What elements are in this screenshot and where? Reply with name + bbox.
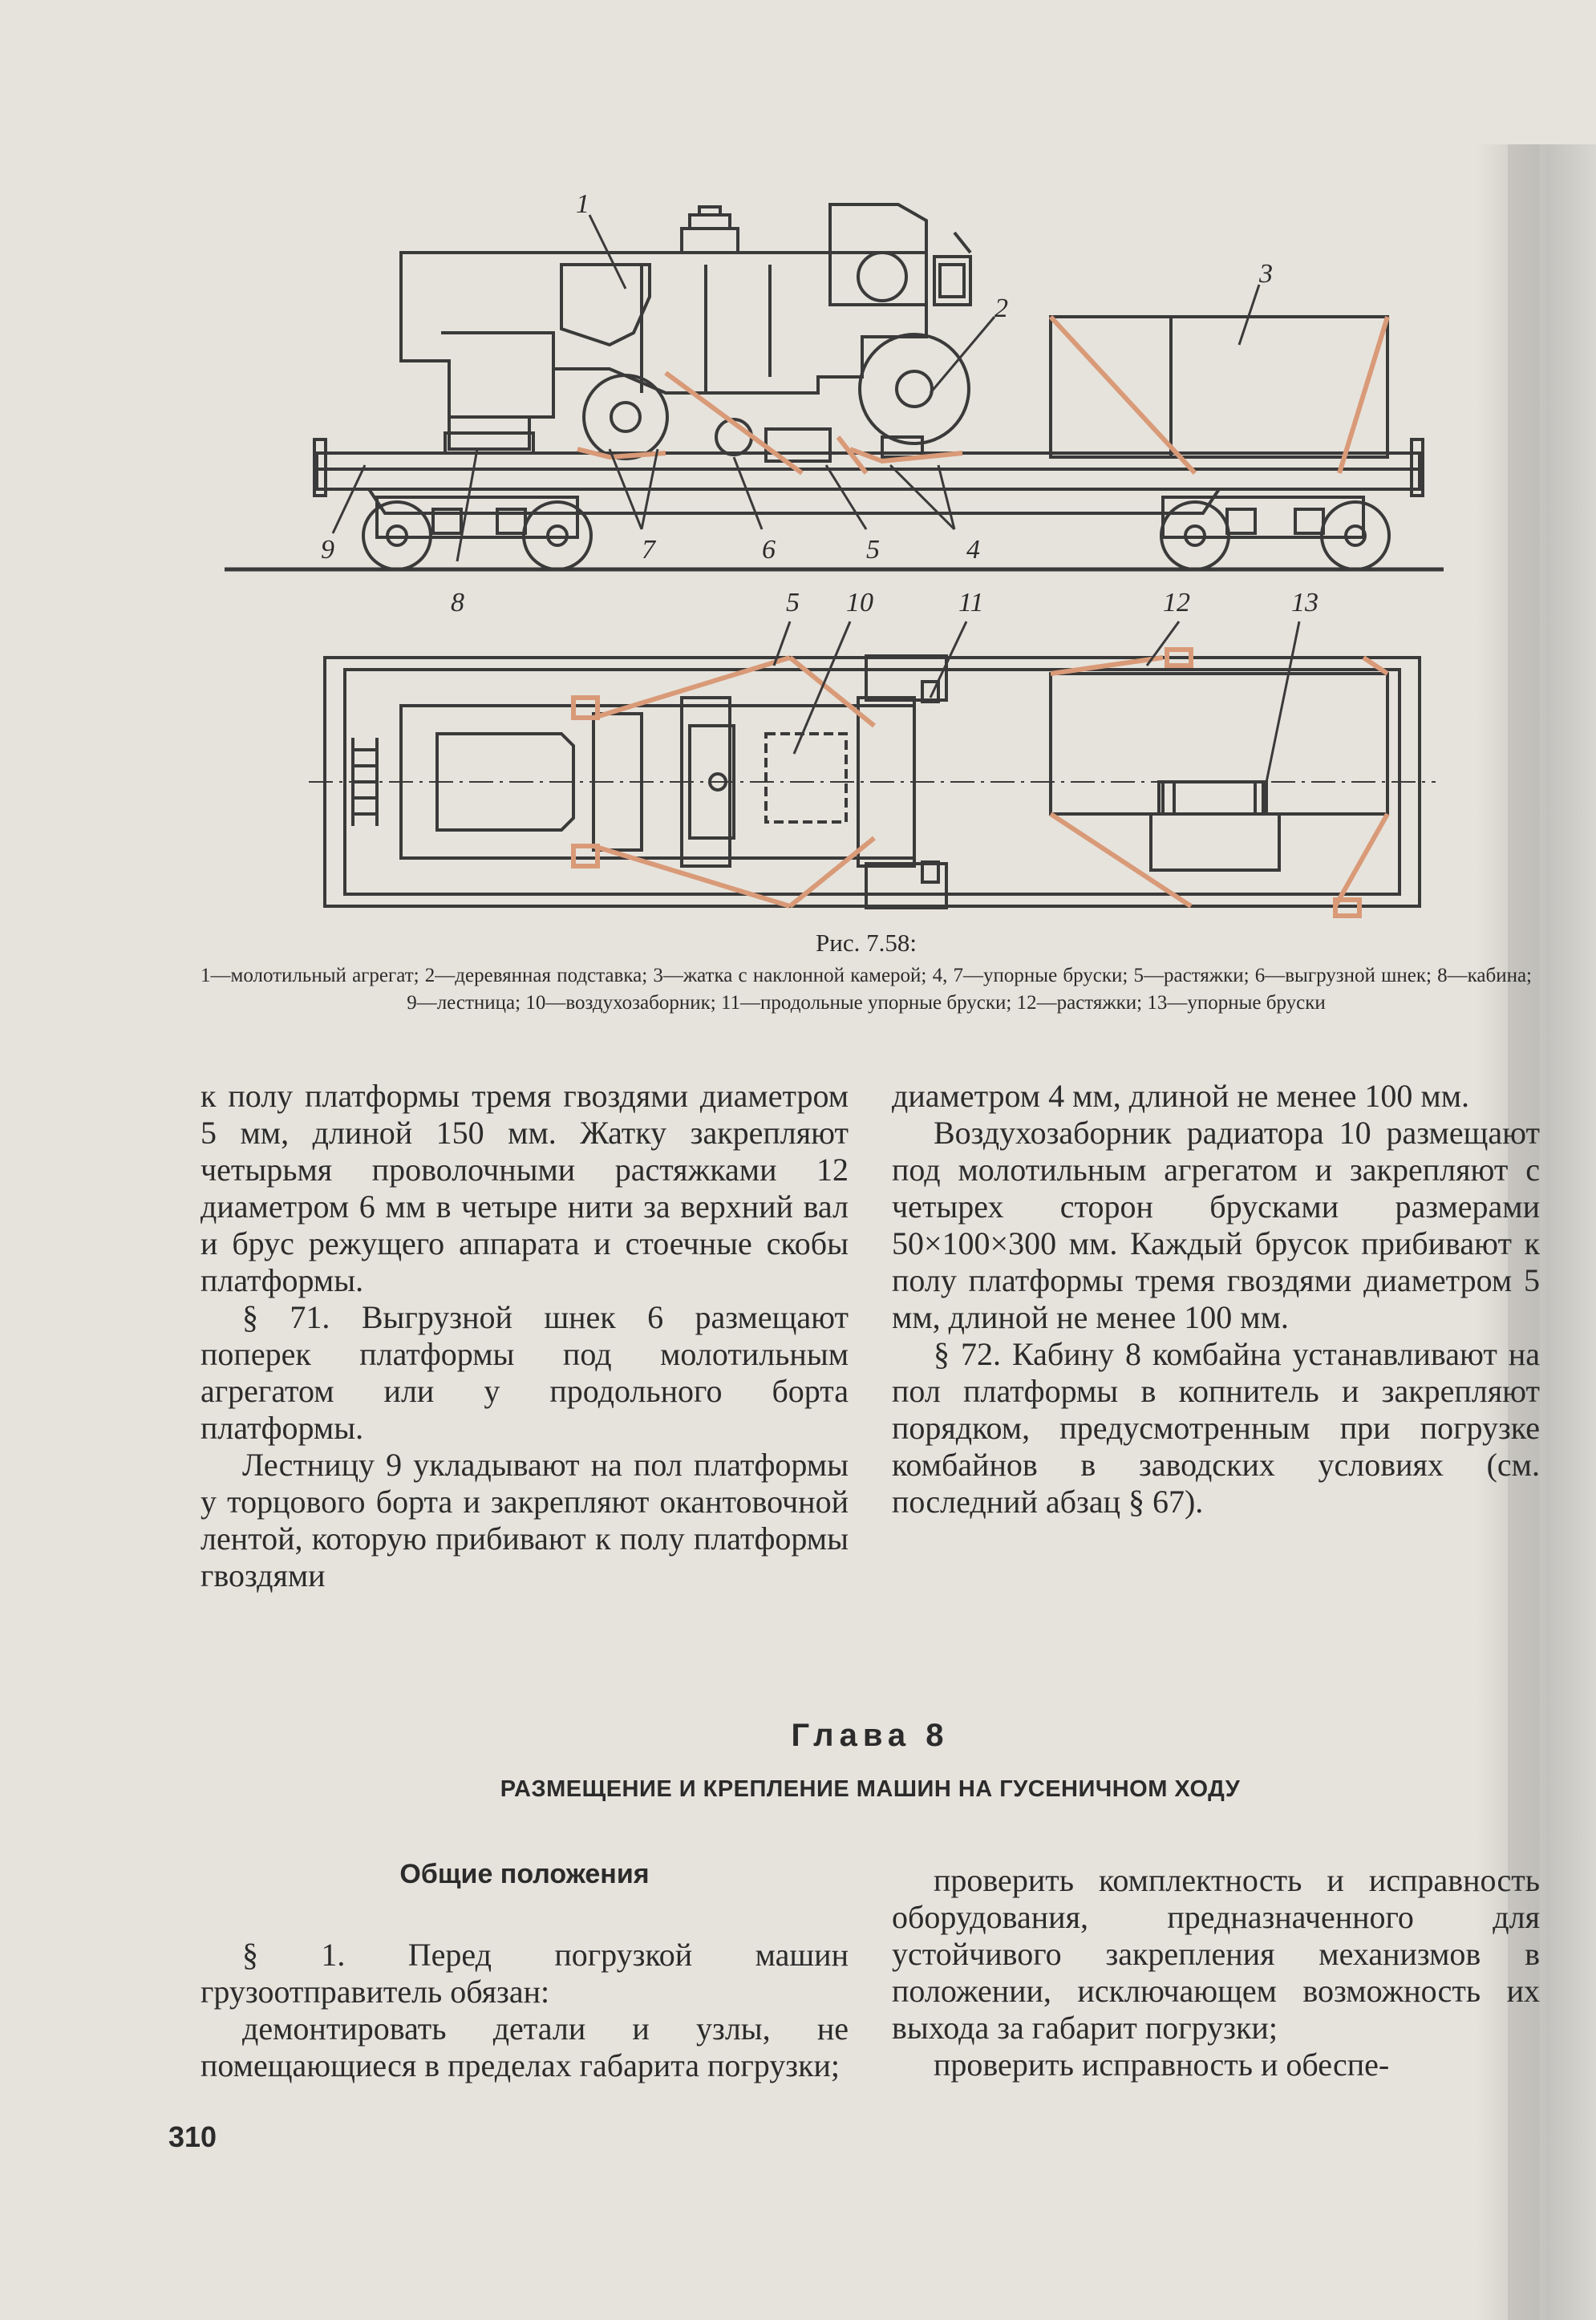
header-box-top: [1051, 674, 1387, 870]
paragraph: диаметром 4 мм, длиной не менее 100 мм.: [892, 1078, 1470, 1114]
figure-legend: 1—молотильный агрегат; 2—деревянная подставка; 3—жатка с наклонной камерой; 4, 7—упорные бруски; 5—растяжки; 6—выгрузной шнек; 8—кабина; 9—лестница; 10—воздухозаборник; 11—продольные упорные бруски; 12—растяжки; 13—упорные бруски: [201, 965, 1532, 1014]
callout-13: 13: [1291, 588, 1319, 617]
callout-1: 1: [576, 189, 589, 219]
callout-7: 7: [642, 535, 655, 565]
chapter-title: Глава 8: [791, 1718, 950, 1753]
paragraph: проверить исправность и обеспе-: [934, 2047, 1390, 2083]
callout-5-top: 5: [786, 588, 800, 617]
paragraph: Воздухозаборник радиатора 10 размещают под молотильным агрегатом и закрепляют с четырех сторон брусками размерами 50×100×300 мм. Каждый брусок прибивают к полу платформы тремя гвоздями диаметром 5 мм, длиной не менее 100 мм.: [892, 1115, 1540, 1335]
paragraph: демонтировать детали и узлы, не помещающиеся в пределах габарита погрузки;: [201, 2010, 849, 2083]
callout-8: 8: [451, 588, 464, 617]
paragraph: § 71. Выгрузной шнек 6 размещают поперек платформы под молотильным агрегатом или у продольного борта платформы.: [201, 1299, 849, 1446]
callout-12: 12: [1163, 588, 1190, 617]
text-column-left-1: [201, 1078, 849, 1594]
combine-wheel-right: [860, 334, 969, 443]
combine-side: [401, 204, 970, 461]
callout-3: 3: [1259, 259, 1273, 289]
callout-11: 11: [958, 588, 984, 617]
callout-4: 4: [966, 535, 980, 565]
callout-5: 5: [866, 535, 880, 565]
paragraph: § 1. Перед погрузкой машин грузоотправитель обязан:: [201, 1937, 849, 2010]
section-title: Общие положения: [399, 1859, 650, 1889]
callout-9: 9: [321, 535, 334, 565]
chapter-subtitle: РАЗМЕЩЕНИЕ И КРЕПЛЕНИЕ МАШИН НА ГУСЕНИЧНОМ ХОДУ: [500, 1776, 1241, 1802]
figure-drawing: [0, 0, 1596, 930]
text-column-left-2: [201, 1937, 849, 2084]
page-number: 310: [168, 2120, 217, 2153]
paragraph: проверить комплектность и исправность оборудования, предназначенного для устойчивого закрепления механизмов в положении, исключающем возможность их выхода за габарит погрузки;: [892, 1862, 1540, 2046]
header-box-side: [1051, 317, 1387, 457]
callout-6: 6: [762, 535, 776, 565]
ladder-top: [353, 738, 377, 826]
figure-title: Рис. 7.58:: [816, 929, 917, 957]
text-column-right-2: [892, 1862, 1540, 2083]
bogie-left: [363, 497, 591, 569]
combine-wheel-left: [584, 375, 667, 459]
callout-2: 2: [994, 294, 1008, 323]
paragraph: § 72. Кабину 8 комбайна устанавливают на пол платформы в копнитель и закрепляют порядком, предусмотренным при погрузке комбайнов в заводских условиях (см. последний абзац § 67).: [892, 1336, 1540, 1520]
callout-10: 10: [846, 588, 873, 617]
callout-leaders: [333, 215, 1299, 798]
paragraph: к полу платформы тремя гвоздями диаметром 5 мм, длиной 150 мм. Жатку закрепляют четырьмя проволочными растяжками 12 диаметром 6 мм в четыре нити за верхний вал и брус режущего аппарата и стоечные скобы платформы.: [201, 1078, 849, 1298]
paragraph: Лестницу 9 укладывают на пол платформы у торцового борта и закрепляют окантовочной лентой, которую прибивают к полу платформы гвоздями: [201, 1447, 849, 1593]
bogie-right: [1161, 497, 1389, 569]
text-column-right-1: [892, 1078, 1540, 1520]
